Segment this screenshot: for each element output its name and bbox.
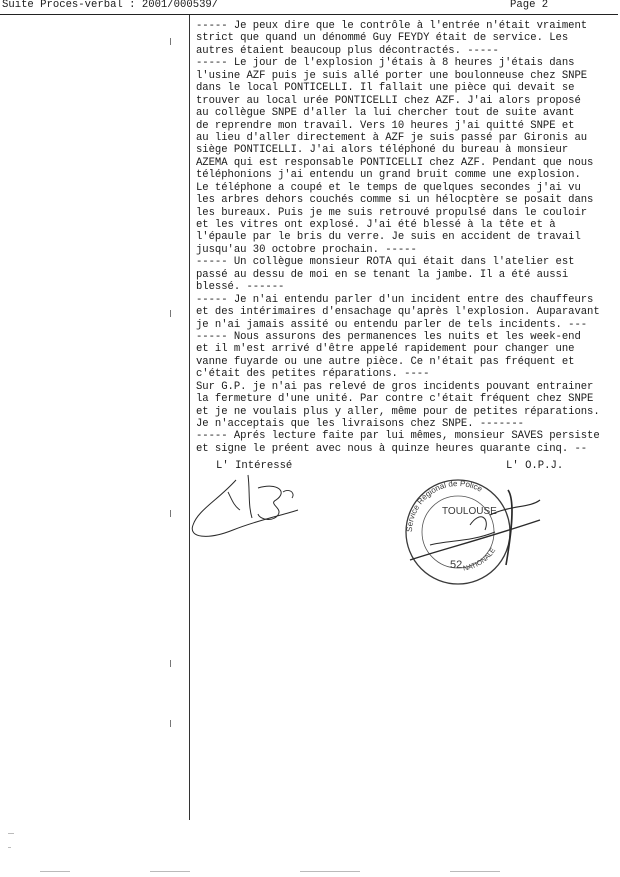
page-number: Page 2 [510, 0, 549, 11]
statement-line: ----- Je n'ai entendu parler d'un incident entre des chauffeurs [196, 293, 594, 306]
stamp-arc-text: Service Régional de Police [404, 478, 484, 533]
statement-line: strict que quand un dénommé Guy FEYDY était de service. Les [196, 32, 569, 45]
statement-line: et je ne voulais plus y aller, même pour de petites réparations. [196, 405, 600, 418]
statement-line: Je n'acceptais que les livraisons chez SNPE. ------- [196, 418, 524, 430]
margin-line [189, 15, 190, 820]
statement-line: AZEMA qui est responsable PONTICELLI chez AZF. Pendant que nous [196, 156, 594, 169]
stamp-city: TOULOUSE [442, 506, 497, 517]
statement-line: téléphonions j'ai entendu un grand bruit comme une explosion. [196, 169, 581, 182]
page-header [0, 0, 620, 14]
statement-line: siège PONTICELLI. J'ai alors téléphoné du bureau à monsieur [196, 144, 569, 157]
statement-line: passé au dessu de moi en se tenant la jambe. Il a été aussi [196, 268, 569, 281]
statement-line: l'épaule par le bris du verre. Je suis en accident de travail [196, 231, 581, 244]
statement-line: dans le local PONTICELLI. Il fallait une pièce qui devait se [196, 82, 575, 95]
statement-line: ----- Aprés lecture faite par lui mêmes, monsieur SAVES persiste [196, 430, 600, 443]
statement-line: je n'ai jamais assité ou entendu parler de tels incidents. --- [196, 318, 588, 331]
statement-line: les bureaux. Puis je me suis retrouvé propulsé dans le couloir [196, 206, 588, 219]
statement-line: au collègue SNPE d'aller la lui chercher tout de suite avant [196, 107, 575, 120]
statement-line: ----- Je peux dire que le contrôle à l'entrée n'était vraiment [196, 20, 588, 32]
svg-text:NATIONALE [463, 547, 498, 573]
statement-line: ----- Le jour de l'explosion j'étais à 8 heures j'étais dans [196, 57, 575, 70]
statement-line: jusqu'au 30 octobre prochain. ----- [196, 243, 417, 256]
opj-label: L' O.P.J. [506, 460, 564, 472]
statement-line: autres étaient beaucoup plus décontractés. ----- [196, 44, 499, 57]
statement-line: vanne fuyarde ou une autre pièce. Ce n'était pas fréquent et [196, 355, 575, 368]
statement-line: trouver au local urée PONTICELLI chez AZF. J'ai alors proposé [196, 94, 581, 107]
proces-verbal-reference: Suite Proces-verbal : 2001/000539/ [2, 0, 219, 11]
statement-line: et les vitres ont explosé. J'ai été blessé à la tête et à [196, 219, 556, 231]
stamp-bottom-text: NATIONALE [462, 547, 498, 573]
statement-line: ----- Nous assurons des permanences les nuits et les week-end [196, 330, 581, 343]
statement-body [196, 20, 618, 455]
handwritten-signature [188, 470, 348, 550]
statement-line: ----- Un collègue monsieur ROTA qui était dans l'atelier est [196, 256, 575, 269]
statement-line: Le téléphone a coupé et le temps de quelques secondes j'ai vu [196, 181, 581, 194]
interesse-label: L' Intéressé [216, 460, 293, 472]
statement-line: au lieu d'aller directement à AZF je suis passé par Gironis au [196, 131, 588, 144]
statement-line: les arbres dehors couchés comme si un hélocptère se posait dans [196, 194, 594, 207]
statement-line: l'usine AZF puis je suis allé porter une boulonneuse chez SNPE [196, 69, 588, 82]
statement-line: blessé. ------ [196, 281, 285, 294]
statement-line: et des intérimaires d'ensachage qu'après l'explosion. Auparavant [196, 306, 600, 319]
statement-line: Sur G.P. je n'ai pas relevé de gros incidents pouvant entrainer [196, 380, 594, 393]
stamp-code: 52 [450, 559, 463, 571]
header-rule [0, 14, 618, 15]
statement-line: c'était des petites réparations. ---- [196, 368, 430, 381]
official-stamp [390, 470, 550, 590]
statement-line: et il m'est arrivé d'être appelé rapidement pour changer une [196, 343, 575, 356]
statement-line: et signe le préent avec nous à quinze heures quarante cinq. -- [196, 442, 588, 455]
statement-line: de reprendre mon travail. Vers 10 heures j'ai quitté SNPE et [196, 119, 575, 132]
statement-line: la fermeture d'une unité. Par contre c'était fréquent chez SNPE [196, 393, 594, 406]
